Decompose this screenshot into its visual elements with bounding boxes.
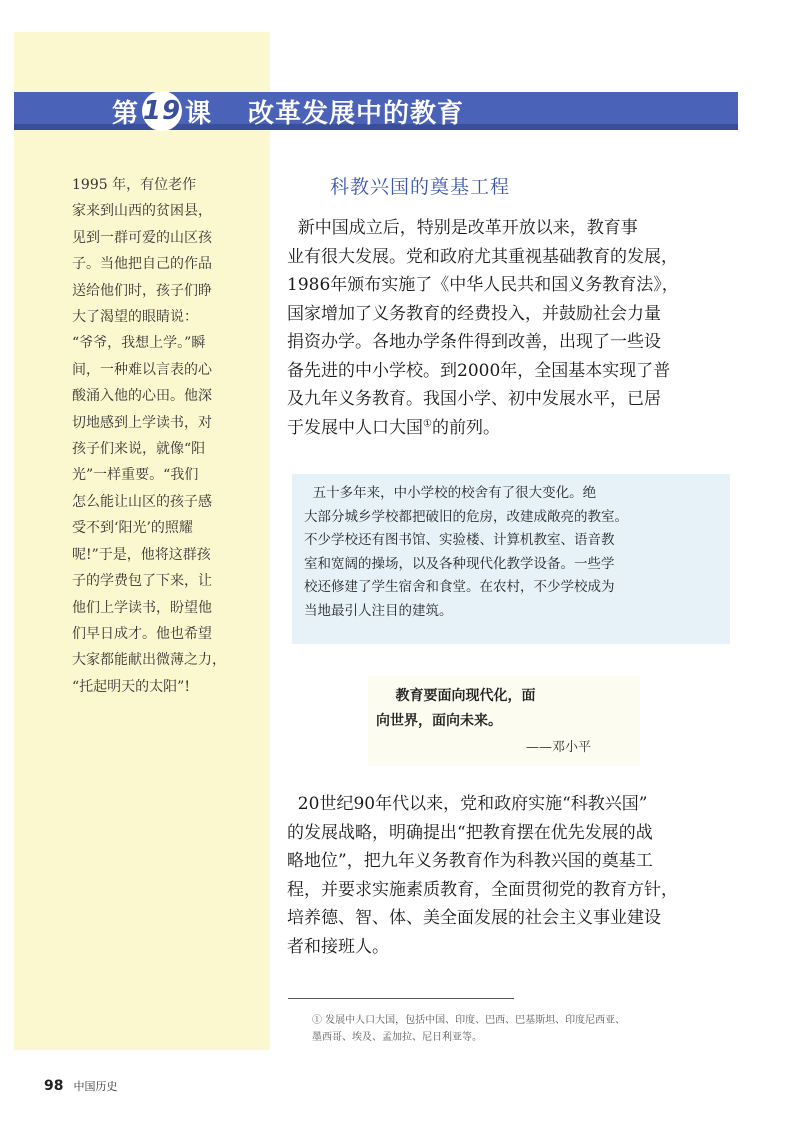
page-number: 98 xyxy=(44,1078,64,1094)
lesson-number-badge: 19 xyxy=(142,91,182,131)
section-heading: 科教兴国的奠基工程 xyxy=(330,176,511,198)
lesson-prefix: 第 xyxy=(112,98,140,129)
footnote: ① 发展中人口大国，包括中国、印度、巴西、巴基斯坦、印度尼西亚、 墨西哥、埃及、孟加拉、尼日利亚等。 xyxy=(312,1015,626,1043)
lesson-title-text: 改革发展中的教育 xyxy=(248,98,465,129)
book-title: 中国历史 xyxy=(73,1080,118,1093)
footnote-divider xyxy=(288,998,514,999)
page-footer xyxy=(44,1078,117,1094)
main-paragraph-1 xyxy=(287,214,737,442)
main-paragraph-2: 20世纪90年代以来，党和政府实施“科教兴国” 的发展战略，明确提出“把教育摆在优先发展的战 略地位”，把九年义务教育作为科教兴国的奠基工 程，并要求实施素质教育，全面贯彻党的教育方针， 培养德、智、体、美全面发展的社会主义事业建设 者和接班人。 xyxy=(287,794,678,957)
sidebar-story: 1995 年，有位老作 家来到山西的贫困县， 见到一群可爱的山区孩 子。当他把自己的作品 送给他们时，孩子们睁 大了渴望的眼睛说： “爷爷，我想上学。”瞬 间，一种难以言表的心 酸涌入他的心田。他深 切地感到上学读书，对 孩子们来说，就像“阳 光”一样重要。“我们 怎么能让山区的孩子感 受不到‘阳光’的照耀 呢!”于是，他将这群孩 子的学费包了下来，让 他们上学读书，盼望他 们早日成才。他也希望 大家都能献出微薄之力， “托起明天的太阳”! xyxy=(72,177,226,695)
quote-text: 教育要面向现代化，面 向世界，面向未来。 xyxy=(376,688,536,729)
lesson-title xyxy=(112,92,464,130)
paragraph-1-text: 新中国成立后，特别是改革开放以来，教育事 业有很大发展。党和政府尤其重视基础教育的发展， 1986年颁布实施了《中华人民共和国义务教育法》， 国家增加了义务教育的经费投入，并鼓励社会力量 捐资办学。各地办学条件得到改善，出现了一些设 备先进的中小学校。到2000年，全国基本实现了普 及九年义务教育。我国小学、初中发展水平，已居 于发展中人口大国 xyxy=(287,218,679,438)
lesson-suffix: 课 xyxy=(185,98,213,129)
paragraph-1-text-end: 的前列。 xyxy=(431,417,500,438)
quote-author: ——邓小平 xyxy=(526,740,592,755)
info-box-text: 五十多年来，中小学校的校舍有了很大变化。绝 大部分城乡学校都把破旧的危房，改建成敞亮的教室。 不少学校还有图书馆、实验楼、计算机教室、语音教 室和宽阔的操场，以及各种现代化教学设备。一些学 校还修建了学生宿舍和食堂。在农村，不少学校成为 当地最引人注目的建筑。 xyxy=(304,485,628,619)
footnote-marker[interactable]: ① xyxy=(423,417,432,429)
